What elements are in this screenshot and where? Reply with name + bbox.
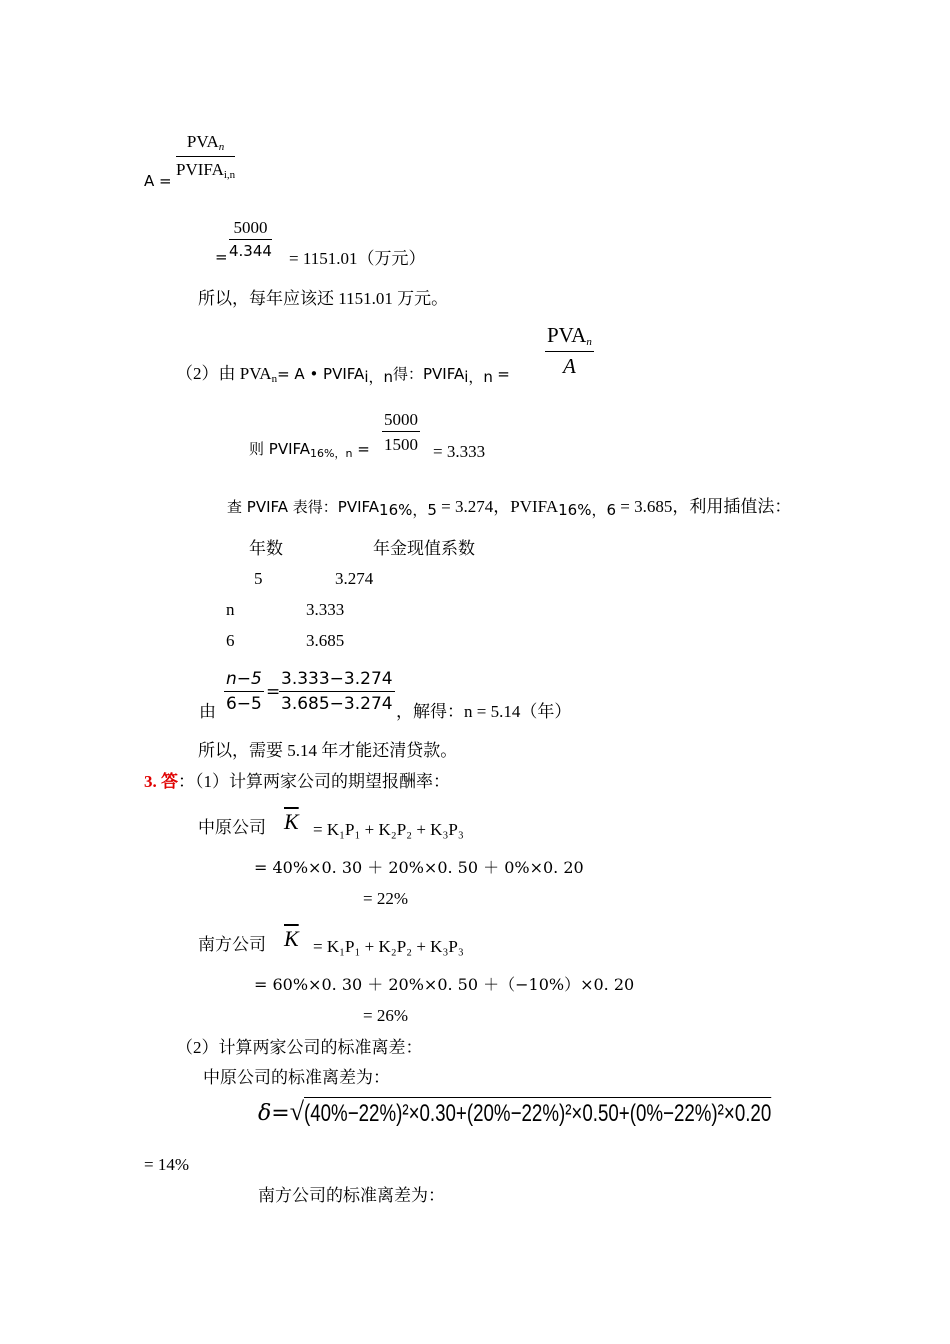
nanfang-formula: = K₁P₁ + K₂P₂ + K₃P₃ [313,937,464,956]
nanfang-line3: = 26% [363,1006,408,1025]
table-row: 3.685 [306,631,345,650]
calc-a-fraction [229,219,272,259]
formula-a-denominator: $PVIFA_{i,n}$ [176,160,236,181]
calc-a-eq: = [215,248,228,266]
table-header-years: 年数 [249,539,283,558]
interp-rhs-fraction: $\frac{3.333-3.274}{3.685-3.274}$ [281,669,393,714]
calc-b-numerator: 5000 [382,411,420,432]
conclusion-2: 所以，需要 5.14 年才能还清贷款。 [198,741,458,760]
sqrt-symbol: √ [289,1097,304,1126]
nanfang-std-label: 南方公司的标准离差为： [258,1186,445,1205]
table-row: 3.274 [335,569,374,588]
table-row: 3.333 [306,600,345,619]
std-result: = 14% [144,1155,189,1174]
part2-line: （2）由 $PVA_n= A$ • $PVIFA_{i,n}$得：$PVIFA_{i,n}$ = [176,364,510,386]
lookup-line: 查 PVIFA 表得：$PVIFA_{16\%,5} = 3.274$，$PVIFA_{16\%,6} = 3.685$，利用插值法： [227,497,792,519]
formula-a-lhs: A = [144,172,172,190]
std-radicand: (40%−22%)²×0.30+(20%−22%)²×0.50+(0%−22%)²×0.20 [304,1097,771,1126]
calc-a-denominator: 4.344 [229,242,272,260]
zhongyuan-label: 中原公司 [198,818,266,837]
calc-b-fraction [382,411,420,453]
part2-std-heading: （2）计算两家公司的标准离差： [176,1038,423,1057]
formula-a-fraction [176,133,235,181]
std-formula [258,1097,903,1126]
table-row: n [226,600,235,619]
part2-fraction: $PVA_n$ A [547,323,592,378]
zhongyuan-line3: = 22% [363,889,408,908]
std-lhs: δ= [258,1101,290,1126]
zhongyuan-line2: = 40%×0. 30 ＋ 20%×0. 50 ＋ 0%×0. 20 [254,858,584,877]
interp-lhs-fraction: $\frac{n-5}{6-5}$ [225,669,262,714]
interp-result: ，解得：n = 5.14（年） [396,702,572,721]
calc-b-denominator: 1500 [384,435,418,454]
nanfang-label: 南方公司 [198,935,266,954]
zhongyuan-kbar: $\overline{K}$ [284,809,299,834]
conclusion-1: 所以，每年应该还 1151.01 万元。 [198,289,449,308]
interp-prefix: 由 [199,702,216,721]
calc-a-result: = 1151.01（万元） [289,249,426,268]
formula-a-numerator: $PVA_n$ [176,133,235,157]
calc-a-numerator: 5000 [229,219,272,240]
table-row: 6 [226,631,235,650]
table-row: 5 [254,569,263,588]
calc-b-result: = 3.333 [433,442,486,461]
nanfang-line2: = 60%×0. 30 ＋ 20%×0. 50 ＋（−10%）×0. 20 [254,975,635,994]
table-header-factor: 年金现值系数 [373,539,475,558]
q3-heading: 3. 答：（1）计算两家公司的期望报酬率： [144,772,450,791]
nanfang-kbar: $\overline{K}$ [284,926,299,951]
zhongyuan-std-label: 中原公司的标准离差为： [203,1068,390,1087]
zhongyuan-formula: = K₁P₁ + K₂P₂ + K₃P₃ [313,820,464,839]
calc-b-prefix: 则 $PVIFA_{16\%,n}$ = [249,440,370,460]
interp-eq: = [266,682,281,702]
